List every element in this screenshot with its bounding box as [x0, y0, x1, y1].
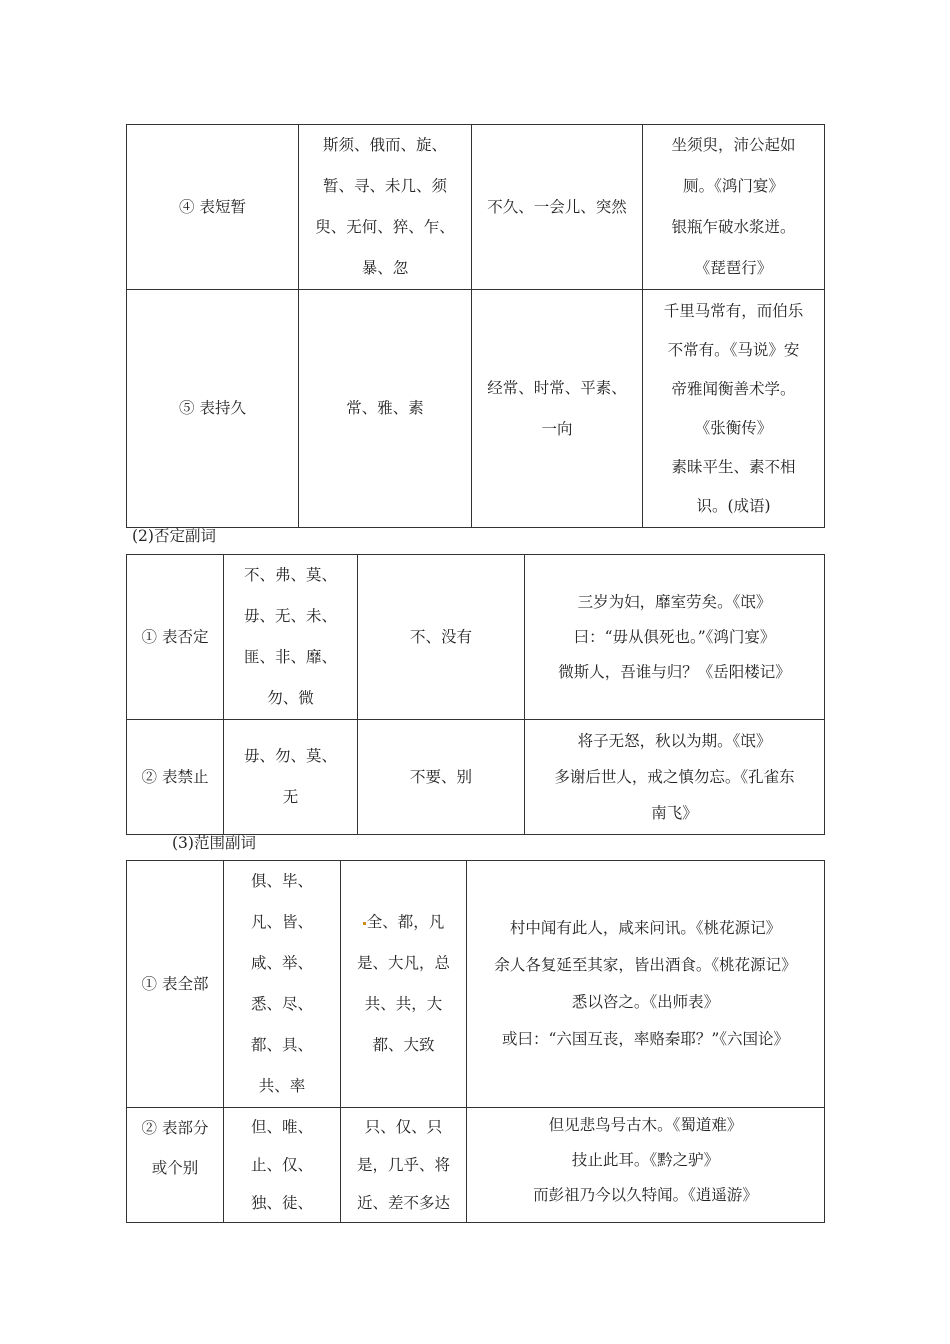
words-cell: 不、弗、莫、 毋、无、未、 匪、非、靡、 勿、微: [224, 555, 358, 720]
examples-cell: 坐须臾，沛公起如 厕。《鸿门宴》 银瓶乍破水浆迸。 《琵琶行》: [643, 125, 825, 290]
category-cell: ② 表部分 或个别: [127, 1108, 224, 1223]
category-cell: ① 表全部: [127, 861, 224, 1108]
meaning-text: 全、都，凡 是、大凡，总 共、共，大 都、大致: [356, 913, 450, 1054]
table-row: [127, 861, 825, 1108]
examples-cell: 千里马常有，而伯乐 不常有。《马说》安 帝雅闻衡善术学。 《张衡传》 素昧平生、素不相 识。(成语): [643, 290, 825, 528]
meaning-cell: 经常、时常、平素、 一向: [472, 290, 643, 528]
meaning-cell: 不、没有: [358, 555, 525, 720]
negation-adverb-table: [126, 554, 825, 835]
section-title-scope: (3)范围副词: [172, 834, 256, 852]
category-cell: ② 表禁止: [127, 720, 224, 835]
meaning-cell: 不久、一会儿、突然: [472, 125, 643, 290]
table-row: [127, 125, 825, 290]
meaning-cell: 不要、别: [358, 720, 525, 835]
category-cell: ① 表否定: [127, 555, 224, 720]
words-cell: 但、唯、 止、仅、 独、徒、: [224, 1108, 341, 1223]
words-cell: 常、雅、素: [299, 290, 472, 528]
words-cell: 俱、毕、 凡、皆、 咸、举、 悉、尽、 都、具、 共、率: [224, 861, 341, 1108]
examples-cell: 村中闻有此人，咸来问讯。《桃花源记》 余人各复延至其家，皆出酒食。《桃花源记》 悉以咨之。《出师表》 或曰：“六国互丧，率赂秦耶？”《六国论》: [467, 861, 825, 1108]
words-cell: 毋、勿、莫、 无: [224, 720, 358, 835]
time-adverb-table: [126, 124, 825, 528]
category-cell: ④ 表短暂: [127, 125, 299, 290]
table-row: [127, 720, 825, 835]
scope-adverb-table: [126, 860, 825, 1223]
section-title-negation: (2)否定副词: [132, 527, 216, 545]
examples-cell: 将子无怒，秋以为期。《氓》 多谢后世人，戒之慎勿忘。《孔雀东 南飞》: [525, 720, 825, 835]
marker-dot: [363, 922, 366, 925]
examples-cell: 三岁为妇，靡室劳矣。《氓》 曰：“毋从俱死也。”《鸿门宴》 微斯人，吾谁与归？《岳阳楼记》: [525, 555, 825, 720]
examples-cell: 但见悲鸟号古木。《蜀道难》 技止此耳。《黔之驴》 而彭祖乃今以久特闻。《逍遥游》: [467, 1108, 825, 1223]
words-cell: 斯须、俄而、旋、 暂、寻、未几、须 臾、无何、猝、乍、 暴、忽: [299, 125, 472, 290]
table-row: [127, 555, 825, 720]
table-row: [127, 1108, 825, 1223]
category-cell: ⑤ 表持久: [127, 290, 299, 528]
meaning-cell: [341, 861, 467, 1108]
table-row: [127, 290, 825, 528]
meaning-cell: 只、仅、只 是，几乎、将 近、差不多达: [341, 1108, 467, 1223]
